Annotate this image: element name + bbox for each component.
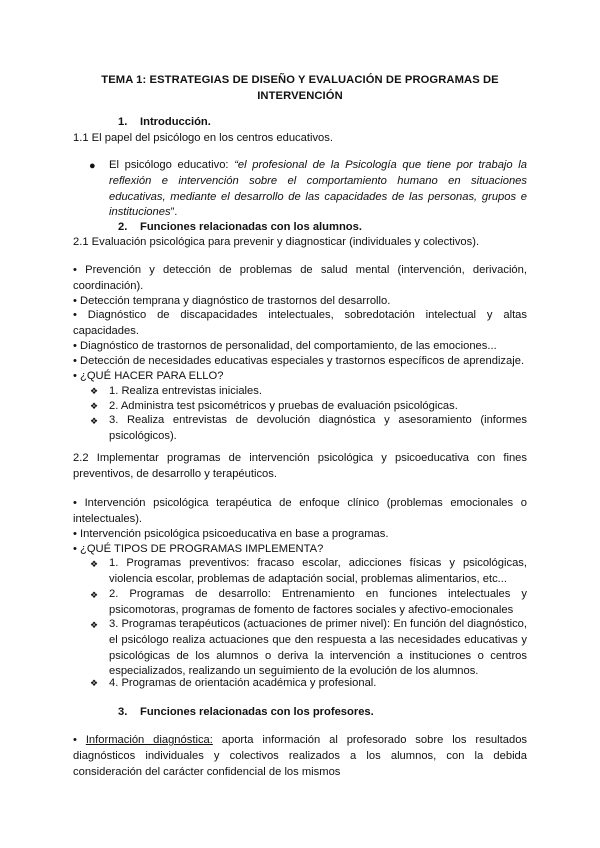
subsection-1-1: 1.1 El papel del psicólogo en los centros educativos. xyxy=(73,132,333,144)
diamond-bullet-icon: ❖ xyxy=(90,590,99,600)
section-title: Introducción. xyxy=(140,116,211,128)
step-item: 1. Programas preventivos: fracaso escolar, adicciones físicas y psicológicas, violencia escolar, problemas de adaptación social, problemas alimentarios, etc... xyxy=(109,557,527,585)
diamond-bullet-icon: ❖ xyxy=(90,559,99,569)
diamond-bullet-icon: ❖ xyxy=(90,401,99,411)
step-item: 3. Realiza entrevistas de devolución diagnóstica y asesoramiento (informes psicológicos). xyxy=(109,414,527,442)
section-title: Funciones relacionadas con los profesores. xyxy=(140,706,374,718)
section-number: 2. xyxy=(118,221,128,233)
step-item: 2. Administra test psicométricos y pruebas de evaluación psicológicas. xyxy=(109,400,458,412)
definition-intro: El psicólogo educativo: xyxy=(109,159,235,171)
list-item: • Intervención psicológica psicoeducativa en base a programas. xyxy=(73,528,389,540)
list-item: • Prevención y detección de problemas de salud mental (intervención, derivación, coordinación). xyxy=(73,264,527,292)
section-title: Funciones relacionadas con los alumnos. xyxy=(140,221,362,233)
underlined-term: Información diagnóstica: xyxy=(85,734,213,746)
section-2-heading xyxy=(118,220,362,235)
list-item: • Diagnóstico de discapacidades intelectuales, sobredotación intelectual y altas capacidades. xyxy=(73,309,527,337)
definition-end: ”. xyxy=(170,206,178,219)
psychologist-definition xyxy=(109,158,527,221)
teacher-diagnostic-info xyxy=(73,733,527,780)
document-title: TEMA 1: ESTRATEGIAS DE DISEÑO Y EVALUACIÓN DE PROGRAMAS DE INTERVENCIÓN xyxy=(101,74,499,102)
step-item: 1. Realiza entrevistas iniciales. xyxy=(109,385,262,397)
paragraph-text: aporta información al profesorado sobre los resultados diagnósticos individuales y colectivos realizados a los alumnos, con la debida consideración del carácter confidencial de los mismos xyxy=(73,734,528,778)
list-item: • Detección de necesidades educativas especiales y trastornos específicos de aprendizaje. xyxy=(73,355,525,367)
subsection-2-2: 2.2 Implementar programas de intervención psicológica y psicoeducativa con fines preventivos, de desarrollo y terapéuticos. xyxy=(73,452,527,480)
subsection-2-1: 2.1 Evaluación psicológica para prevenir y diagnosticar (individuales y colectivos). xyxy=(73,236,480,248)
step-item: 4. Programas de orientación académica y profesional. xyxy=(109,677,377,689)
list-item: • ¿QUÉ HACER PARA ELLO? xyxy=(73,370,224,382)
step-item: 3. Programas terapéuticos (actuaciones de primer nivel): En función del diagnóstico, el psicólogo realiza actuaciones que den respuesta a las necesidades educativas y psicológicas de los alumnos o deriva la intervención a instituciones o centros especializados, realizando un seguimiento de la evolución de los alumnos. xyxy=(109,618,527,678)
section-1-heading xyxy=(118,115,211,130)
diamond-bullet-icon: ❖ xyxy=(90,386,99,396)
diamond-bullet-icon: ❖ xyxy=(90,678,99,688)
diamond-bullet-icon: ❖ xyxy=(90,416,99,426)
section-number: 3. xyxy=(118,706,128,718)
bullet: • xyxy=(73,734,86,746)
diamond-bullet-icon: ❖ xyxy=(90,620,99,630)
list-item: • Intervención psicológica terapéutica de enfoque clínico (problemas emocionales o intelectuales). xyxy=(73,497,527,525)
list-item: • ¿QUÉ TIPOS DE PROGRAMAS IMPLEMENTA? xyxy=(73,543,324,555)
step-item: 2. Programas de desarrollo: Entrenamiento en funciones intelectuales y psicomotoras, programas de fomento de factores sociales y afectivo-emocionales xyxy=(109,588,527,616)
list-item: • Diagnóstico de trastornos de personalidad, del comportamiento, de las emociones... xyxy=(73,340,497,352)
definition-quote: “el profesional de la Psicología que tiene por trabajo la reflexión e intervención sobre el comportamiento humano en situaciones educativas, mediante el desarrollo de las capacidades de las personas, grupos e instituciones xyxy=(109,159,528,219)
section-3-heading xyxy=(118,705,374,720)
list-item: • Detección temprana y diagnóstico de trastornos del desarrollo. xyxy=(73,295,391,307)
section-number: 1. xyxy=(118,116,128,128)
bullet-icon: ● xyxy=(89,160,96,172)
